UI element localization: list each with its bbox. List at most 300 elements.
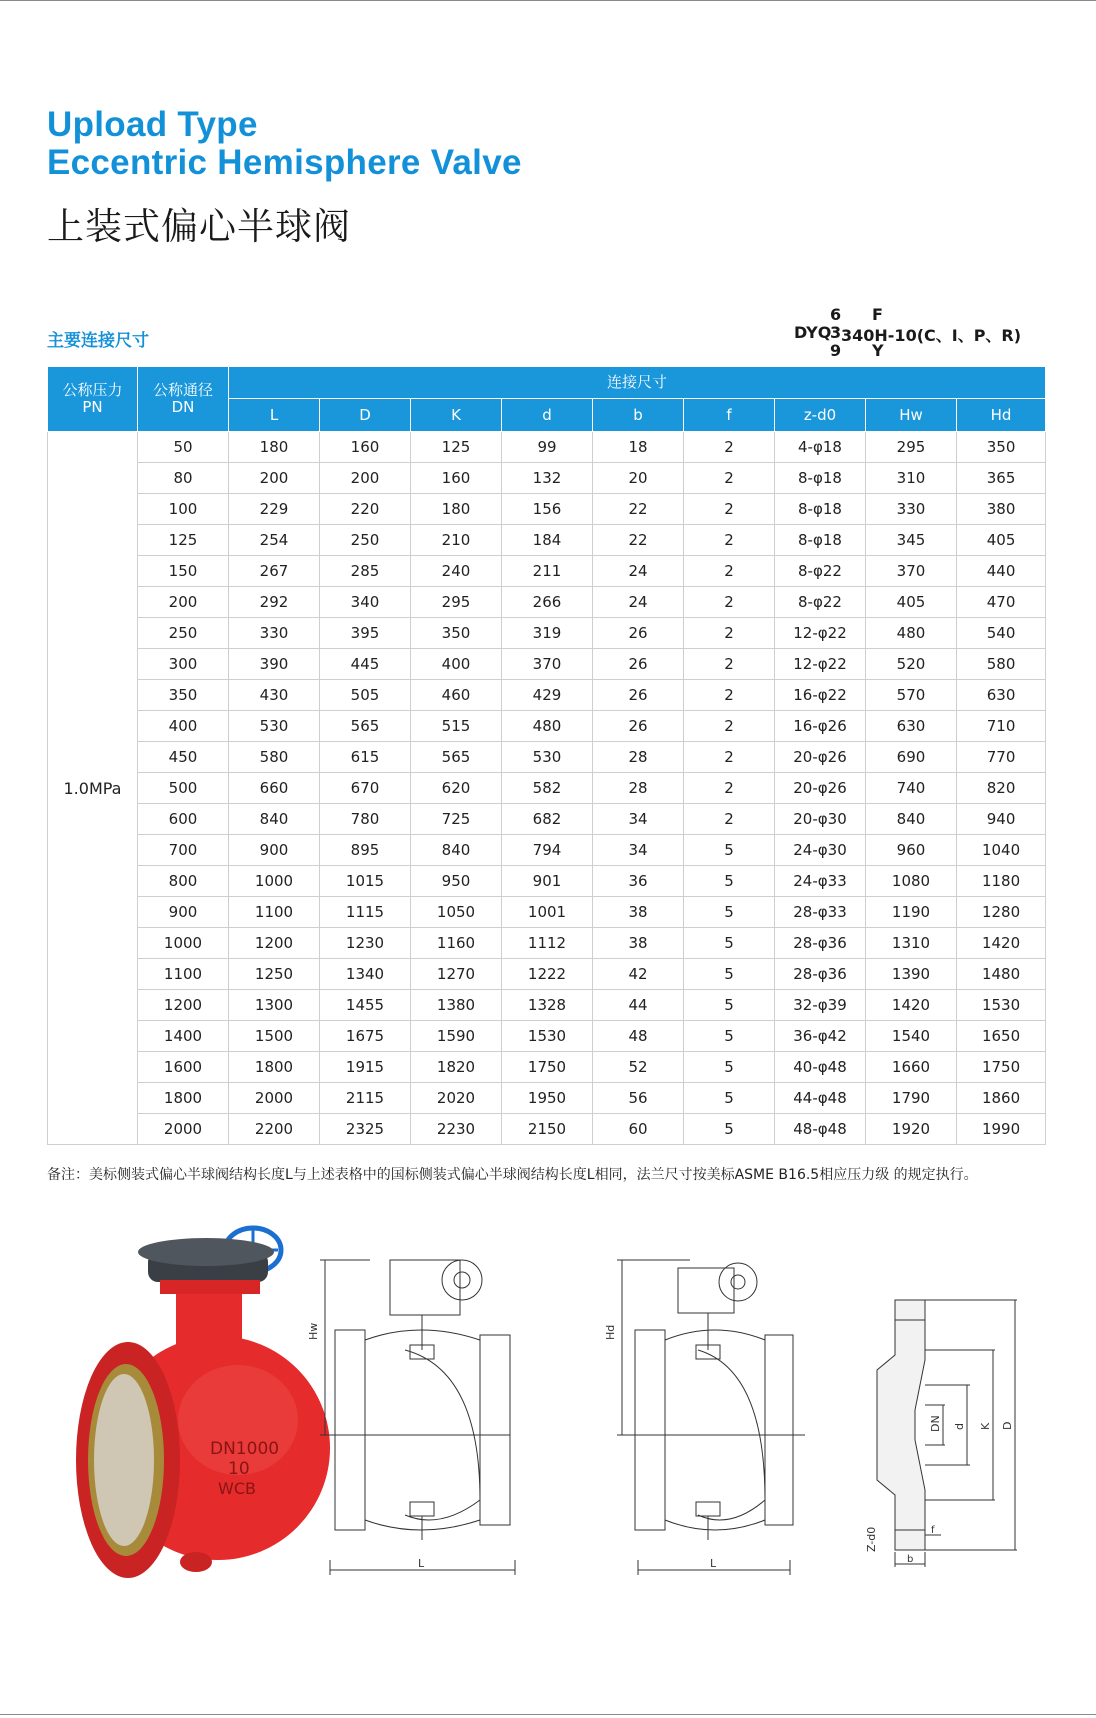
table-cell: 16-φ26 <box>775 711 866 742</box>
table-cell: 2 <box>684 587 775 618</box>
bottom-rule <box>0 1714 1096 1715</box>
table-cell: 250 <box>320 525 411 556</box>
table-cell: 24-φ30 <box>775 835 866 866</box>
table-cell: 220 <box>320 494 411 525</box>
header-col-5: f <box>684 399 775 432</box>
table-cell: 5 <box>684 1052 775 1083</box>
table-cell: 400 <box>411 649 502 680</box>
table-cell: 18 <box>593 432 684 463</box>
table-cell: 2 <box>684 432 775 463</box>
table-cell: 1115 <box>320 897 411 928</box>
table-cell: 38 <box>593 928 684 959</box>
table-cell: 319 <box>502 618 593 649</box>
table-cell: 1750 <box>957 1052 1046 1083</box>
dn-cell: 300 <box>138 649 229 680</box>
table-row <box>48 1114 1046 1145</box>
table-cell: 160 <box>320 432 411 463</box>
table-row <box>48 897 1046 928</box>
dn-cell: 150 <box>138 556 229 587</box>
dn-cell: 1000 <box>138 928 229 959</box>
table-cell: 330 <box>866 494 957 525</box>
table-cell: 28 <box>593 773 684 804</box>
table-cell: 1160 <box>411 928 502 959</box>
table-cell: 530 <box>229 711 320 742</box>
dn-cell: 1400 <box>138 1021 229 1052</box>
table-cell: 2 <box>684 618 775 649</box>
table-cell: 430 <box>229 680 320 711</box>
table-cell: 1380 <box>411 990 502 1021</box>
table-cell: 1920 <box>866 1114 957 1145</box>
table-cell: 580 <box>957 649 1046 680</box>
table-cell: 350 <box>411 618 502 649</box>
table-cell: 32-φ39 <box>775 990 866 1021</box>
table-cell: 2 <box>684 556 775 587</box>
table-cell: 24 <box>593 587 684 618</box>
table-cell: 2 <box>684 711 775 742</box>
table-cell: 780 <box>320 804 411 835</box>
table-cell: 1790 <box>866 1083 957 1114</box>
table-cell: 900 <box>229 835 320 866</box>
table-row <box>48 1021 1046 1052</box>
table-cell: 229 <box>229 494 320 525</box>
table-cell: 710 <box>957 711 1046 742</box>
table-cell: 1660 <box>866 1052 957 1083</box>
dn-cell: 450 <box>138 742 229 773</box>
dn-cell: 2000 <box>138 1114 229 1145</box>
table-cell: 2 <box>684 804 775 835</box>
table-cell: 2115 <box>320 1083 411 1114</box>
table-cell: 125 <box>411 432 502 463</box>
table-cell: 1340 <box>320 959 411 990</box>
table-cell: 28-φ33 <box>775 897 866 928</box>
table-cell: 295 <box>866 432 957 463</box>
label-d-small: d <box>953 1423 966 1430</box>
table-header-row <box>48 367 1046 399</box>
table-cell: 132 <box>502 463 593 494</box>
table-cell: 1675 <box>320 1021 411 1052</box>
header-col-6: z-d0 <box>775 399 866 432</box>
table-cell: 345 <box>866 525 957 556</box>
table-cell: 5 <box>684 959 775 990</box>
table-cell: 901 <box>502 866 593 897</box>
table-cell: 20 <box>593 463 684 494</box>
table-cell: 160 <box>411 463 502 494</box>
table-cell: 22 <box>593 494 684 525</box>
table-cell: 1250 <box>229 959 320 990</box>
table-cell: 240 <box>411 556 502 587</box>
table-cell: 5 <box>684 1083 775 1114</box>
dn-cell: 1100 <box>138 959 229 990</box>
table-row <box>48 556 1046 587</box>
dn-cell: 500 <box>138 773 229 804</box>
table-cell: 1750 <box>502 1052 593 1083</box>
header-col-0: L <box>229 399 320 432</box>
table-cell: 440 <box>957 556 1046 587</box>
header-pn-en: PN <box>82 398 103 416</box>
table-cell: 310 <box>866 463 957 494</box>
table-cell: 1530 <box>502 1021 593 1052</box>
table-cell: 8-φ22 <box>775 556 866 587</box>
table-cell: 28-φ36 <box>775 928 866 959</box>
table-cell: 340 <box>320 587 411 618</box>
table-cell: 2325 <box>320 1114 411 1145</box>
table-cell: 895 <box>320 835 411 866</box>
table-cell: 1080 <box>866 866 957 897</box>
table-cell: 1230 <box>320 928 411 959</box>
table-cell: 2 <box>684 525 775 556</box>
table-cell: 660 <box>229 773 320 804</box>
table-cell: 840 <box>229 804 320 835</box>
table-cell: 565 <box>320 711 411 742</box>
table-cell: 2 <box>684 773 775 804</box>
dimension-table <box>47 366 1046 1145</box>
dn-cell: 100 <box>138 494 229 525</box>
dn-cell: 600 <box>138 804 229 835</box>
table-cell: 20-φ26 <box>775 742 866 773</box>
table-cell: 42 <box>593 959 684 990</box>
section-label: 主要连接尺寸 <box>47 331 149 351</box>
table-cell: 565 <box>411 742 502 773</box>
dn-cell: 125 <box>138 525 229 556</box>
header-pn-cn: 公称压力 <box>62 381 123 399</box>
table-row <box>48 711 1046 742</box>
table-cell: 770 <box>957 742 1046 773</box>
table-cell: 267 <box>229 556 320 587</box>
dn-cell: 80 <box>138 463 229 494</box>
table-cell: 630 <box>957 680 1046 711</box>
table-row <box>48 680 1046 711</box>
valve-photo <box>78 1190 310 1575</box>
header-col-8: Hd <box>957 399 1046 432</box>
table-cell: 540 <box>957 618 1046 649</box>
table-row <box>48 463 1046 494</box>
table-cell: 2000 <box>229 1083 320 1114</box>
table-cell: 794 <box>502 835 593 866</box>
table-cell: 1270 <box>411 959 502 990</box>
footnote: 备注：美标侧装式偏心半球阀结构长度L与上述表格中的国标侧装式偏心半球阀结构长度L相同，法兰尺寸按美标ASME B16.5相应压力级 的规定执行。 <box>47 1167 978 1183</box>
table-cell: 8-φ18 <box>775 494 866 525</box>
table-cell: 1100 <box>229 897 320 928</box>
header-col-7: Hw <box>866 399 957 432</box>
table-cell: 5 <box>684 835 775 866</box>
table-cell: 429 <box>502 680 593 711</box>
table-cell: 34 <box>593 835 684 866</box>
table-cell: 570 <box>866 680 957 711</box>
table-cell: 670 <box>320 773 411 804</box>
table-cell: 40-φ48 <box>775 1052 866 1083</box>
table-cell: 330 <box>229 618 320 649</box>
table-cell: 20-φ30 <box>775 804 866 835</box>
table-cell: 12-φ22 <box>775 649 866 680</box>
dn-cell: 800 <box>138 866 229 897</box>
table-cell: 5 <box>684 1021 775 1052</box>
table-cell: 390 <box>229 649 320 680</box>
table-cell: 405 <box>866 587 957 618</box>
table-cell: 28 <box>593 742 684 773</box>
table-cell: 1200 <box>229 928 320 959</box>
table-row <box>48 587 1046 618</box>
label-d-big: D <box>1001 1421 1014 1430</box>
table-row <box>48 866 1046 897</box>
dn-cell: 900 <box>138 897 229 928</box>
table-cell: 24 <box>593 556 684 587</box>
model-prefix: DYQ <box>794 323 832 342</box>
table-cell: 1590 <box>411 1021 502 1052</box>
label-dn: DN <box>929 1415 942 1432</box>
label-b: b <box>907 1554 914 1565</box>
table-cell: 445 <box>320 649 411 680</box>
table-cell: 1000 <box>229 866 320 897</box>
table-cell: 1050 <box>411 897 502 928</box>
header-dn <box>138 367 229 432</box>
table-cell: 44 <box>593 990 684 1021</box>
model-mid: 340H-10(C、I、P、R) <box>841 326 1022 345</box>
table-row <box>48 835 1046 866</box>
table-cell: 395 <box>320 618 411 649</box>
table-cell: 740 <box>866 773 957 804</box>
table-cell: 1915 <box>320 1052 411 1083</box>
table-cell: 1500 <box>229 1021 320 1052</box>
table-row <box>48 773 1046 804</box>
table-cell: 48 <box>593 1021 684 1052</box>
table-cell: 295 <box>411 587 502 618</box>
table-cell: 1040 <box>957 835 1046 866</box>
table-cell: 480 <box>502 711 593 742</box>
table-cell: 480 <box>866 618 957 649</box>
table-cell: 2200 <box>229 1114 320 1145</box>
dn-cell: 350 <box>138 680 229 711</box>
table-row <box>48 1083 1046 1114</box>
table-cell: 365 <box>957 463 1046 494</box>
table-cell: 52 <box>593 1052 684 1083</box>
table-body <box>48 432 1046 1145</box>
dn-cell: 1800 <box>138 1083 229 1114</box>
header-col-4: b <box>593 399 684 432</box>
table-cell: 2 <box>684 463 775 494</box>
table-cell: 2150 <box>502 1114 593 1145</box>
dn-cell: 700 <box>138 835 229 866</box>
table-cell: 515 <box>411 711 502 742</box>
table-cell: 8-φ18 <box>775 463 866 494</box>
marking-dn: DN1000 <box>210 1439 280 1459</box>
table-cell: 292 <box>229 587 320 618</box>
table-cell: 1390 <box>866 959 957 990</box>
header-group: 连接尺寸 <box>229 367 1046 399</box>
marking-material: WCB <box>218 1479 256 1498</box>
table-cell: 1455 <box>320 990 411 1021</box>
label-f: f <box>931 1525 935 1536</box>
table-cell: 505 <box>320 680 411 711</box>
table-cell: 1328 <box>502 990 593 1021</box>
header-col-2: K <box>411 399 502 432</box>
label-hd: Hd <box>604 1324 617 1340</box>
table-cell: 48-φ48 <box>775 1114 866 1145</box>
table-cell: 184 <box>502 525 593 556</box>
table-cell: 8-φ22 <box>775 587 866 618</box>
table-cell: 530 <box>502 742 593 773</box>
model-bottom-a: 9 <box>830 341 842 360</box>
dn-cell: 200 <box>138 587 229 618</box>
header-pn <box>48 367 138 432</box>
table-cell: 4-φ18 <box>775 432 866 463</box>
table-cell: 200 <box>229 463 320 494</box>
table-cell: 1190 <box>866 897 957 928</box>
table-cell: 28-φ36 <box>775 959 866 990</box>
drawing-hd <box>604 1240 820 1584</box>
table-cell: 690 <box>866 742 957 773</box>
table-cell: 210 <box>411 525 502 556</box>
table-cell: 26 <box>593 680 684 711</box>
table-row <box>48 649 1046 680</box>
table-cell: 1990 <box>957 1114 1046 1145</box>
model-top-a: 6 <box>830 305 842 324</box>
table-cell: 725 <box>411 804 502 835</box>
pressure-cell: 1.0MPa <box>48 432 138 1145</box>
dn-cell: 1600 <box>138 1052 229 1083</box>
table-cell: 180 <box>229 432 320 463</box>
table-cell: 60 <box>593 1114 684 1145</box>
table-row <box>48 804 1046 835</box>
table-cell: 38 <box>593 897 684 928</box>
table-row <box>48 618 1046 649</box>
table-cell: 24-φ33 <box>775 866 866 897</box>
table-cell: 44-φ48 <box>775 1083 866 1114</box>
table-cell: 5 <box>684 897 775 928</box>
table-cell: 20-φ26 <box>775 773 866 804</box>
title-line-2: Eccentric Hemisphere Valve <box>47 143 522 182</box>
label-hw: Hw <box>307 1322 320 1340</box>
label-k: K <box>979 1422 992 1430</box>
table-cell: 950 <box>411 866 502 897</box>
table-cell: 820 <box>957 773 1046 804</box>
table-cell: 840 <box>411 835 502 866</box>
table-cell: 200 <box>320 463 411 494</box>
header-col-3: d <box>502 399 593 432</box>
model-code <box>786 306 1046 358</box>
table-cell: 615 <box>320 742 411 773</box>
table-cell: 840 <box>866 804 957 835</box>
table-row <box>48 959 1046 990</box>
table-cell: 1480 <box>957 959 1046 990</box>
dn-cell: 250 <box>138 618 229 649</box>
model-top-b: F <box>872 305 883 324</box>
table-cell: 2 <box>684 680 775 711</box>
title-line-1: Upload Type <box>47 105 258 144</box>
table-cell: 1015 <box>320 866 411 897</box>
marking-pressure: 10 <box>228 1459 250 1479</box>
table-cell: 350 <box>957 432 1046 463</box>
table-cell: 5 <box>684 990 775 1021</box>
table-cell: 2 <box>684 494 775 525</box>
table-cell: 2020 <box>411 1083 502 1114</box>
table-cell: 266 <box>502 587 593 618</box>
table-cell: 36 <box>593 866 684 897</box>
table-cell: 156 <box>502 494 593 525</box>
label-zd0: Z-d0 <box>865 1526 878 1552</box>
table-cell: 1530 <box>957 990 1046 1021</box>
table-cell: 620 <box>411 773 502 804</box>
table-cell: 5 <box>684 1114 775 1145</box>
table-row <box>48 494 1046 525</box>
dn-cell: 1200 <box>138 990 229 1021</box>
label-l-2: L <box>710 1557 717 1570</box>
table-cell: 285 <box>320 556 411 587</box>
header-dn-en: DN <box>171 398 195 416</box>
table-row <box>48 432 1046 463</box>
table-cell: 1860 <box>957 1083 1046 1114</box>
table-cell: 2 <box>684 742 775 773</box>
table-row <box>48 990 1046 1021</box>
table-cell: 1112 <box>502 928 593 959</box>
table-cell: 1180 <box>957 866 1046 897</box>
table-cell: 26 <box>593 711 684 742</box>
table-cell: 56 <box>593 1083 684 1114</box>
drawing-flange <box>855 1290 1035 1574</box>
table-cell: 1300 <box>229 990 320 1021</box>
table-row <box>48 1052 1046 1083</box>
model-bottom-b: Y <box>872 341 884 360</box>
table-cell: 1001 <box>502 897 593 928</box>
table-cell: 26 <box>593 618 684 649</box>
table-row <box>48 742 1046 773</box>
header-dn-cn: 公称通径 <box>152 381 213 399</box>
table-cell: 380 <box>957 494 1046 525</box>
top-rule <box>0 0 1096 1</box>
header-col-1: D <box>320 399 411 432</box>
table-cell: 8-φ18 <box>775 525 866 556</box>
table-cell: 36-φ42 <box>775 1021 866 1052</box>
table-cell: 940 <box>957 804 1046 835</box>
table-cell: 1650 <box>957 1021 1046 1052</box>
table-row <box>48 525 1046 556</box>
table-cell: 470 <box>957 587 1046 618</box>
table-row <box>48 928 1046 959</box>
table-cell: 1420 <box>866 990 957 1021</box>
table-cell: 682 <box>502 804 593 835</box>
table-cell: 22 <box>593 525 684 556</box>
table-cell: 520 <box>866 649 957 680</box>
table-cell: 1950 <box>502 1083 593 1114</box>
dn-cell: 50 <box>138 432 229 463</box>
table-cell: 99 <box>502 432 593 463</box>
table-cell: 180 <box>411 494 502 525</box>
table-cell: 16-φ22 <box>775 680 866 711</box>
title-chinese: 上装式偏心半球阀 <box>47 205 351 248</box>
table-cell: 1310 <box>866 928 957 959</box>
model-mid-digit: 3 <box>830 323 842 342</box>
table-cell: 582 <box>502 773 593 804</box>
table-cell: 2230 <box>411 1114 502 1145</box>
table-cell: 1222 <box>502 959 593 990</box>
drawing-hw <box>307 1240 530 1584</box>
dn-cell: 400 <box>138 711 229 742</box>
table-cell: 211 <box>502 556 593 587</box>
table-cell: 5 <box>684 866 775 897</box>
title-english <box>47 106 522 182</box>
table-cell: 370 <box>866 556 957 587</box>
table-cell: 1540 <box>866 1021 957 1052</box>
table-cell: 960 <box>866 835 957 866</box>
label-l-1: L <box>418 1557 425 1570</box>
table-cell: 580 <box>229 742 320 773</box>
table-cell: 1280 <box>957 897 1046 928</box>
table-cell: 254 <box>229 525 320 556</box>
table-cell: 460 <box>411 680 502 711</box>
table-cell: 630 <box>866 711 957 742</box>
table-cell: 1820 <box>411 1052 502 1083</box>
table-cell: 5 <box>684 928 775 959</box>
table-cell: 34 <box>593 804 684 835</box>
